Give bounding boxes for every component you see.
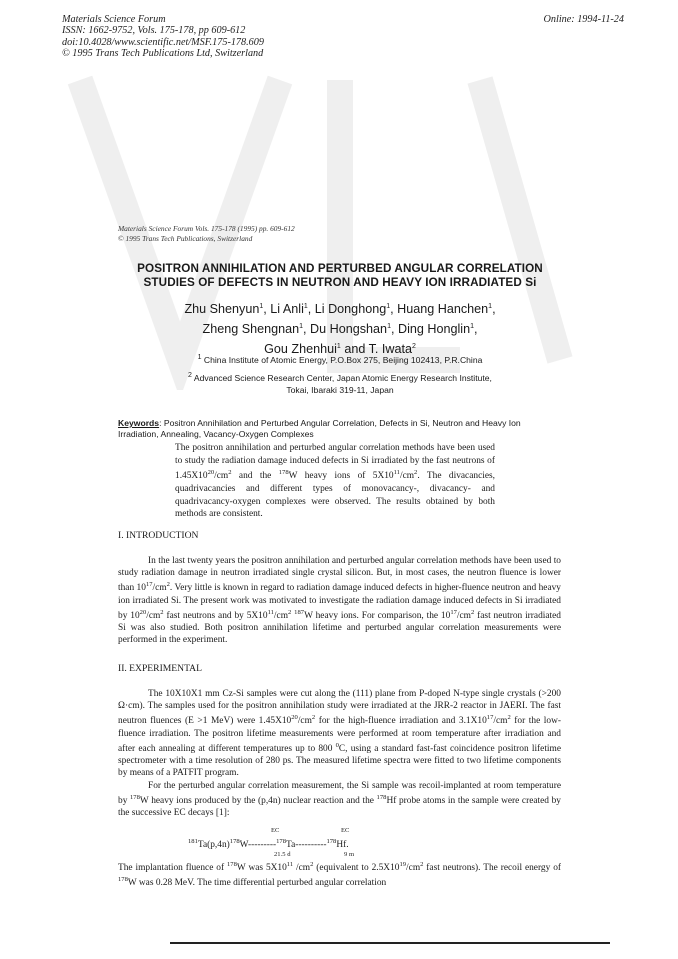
- implantation-paragraph: The implantation fluence of $^{178}$W was $5X10^{11}$ $/cm^2$ (equivalent to $2.5X10^{19}/cm^2$ fast neutrons). The recoil energy of $^{178}$W was 0.28 MeV. The time differential perturbed angular correlation: [118, 861, 562, 889]
- footer-rule: [170, 942, 610, 944]
- doi-link[interactable]: doi:10.4028/www.scientific.net/MSF.175-178.609: [62, 36, 264, 48]
- affiliation-2: $^2$ Advanced Science Research Center, Japan Atomic Energy Research Institute,: [188, 371, 492, 383]
- introduction-paragraph: In the last twenty years the positron annihilation and perturbed angular correlation methods have been used to study radiation damage in neutron irradiated single crystal silicon. But, in most cases, the neutron fluence is lower than $10^{17}/cm^2$. Very little is known in regard to radiation damage induced defects in higher-fluence neutron and heavy ion irradiated Si. The present work was motivated to investigate the radiation damage induced defects in Si irradiated by $10^{20}/cm^2$ fast neutrons and by $5X10^{11}/cm^2$ $^{187}$W heavy ions. For comparison, the $10^{17}/cm^2$ fast neutron irradiated Si was also studied. Both positron annihilation lifetime and perturbed angular correlation measurements were performed in the experiment.: [118, 556, 561, 646]
- experimental-paragraph: The 10X10X1 mm Cz-Si samples were cut along the (111) plane from P-doped N-type single crystals (>200 Ω·cm). The samples used for the positron annihilation study were irradiated at the JRR-2 reactor in JAERI. The fast neutron fluences (E >1 MeV) were $1.45X10^{20}/cm^2$ for the high-fluence irradiation and $3.1X10^{17}/cm^2$ for the low-fluence irradiation. The positron lifetime measurements were performed at room temperature after irradiation and after each annealing at different temperatures up to 800 $^0$C, using a standard fast-fast coincidence positron lifetime spectrometer with a time resolution of 280 ps. The measured lifetime spectra were fitted to two lifetime components by means of a PATFIT program. For the perturbed angular correlation measurement, the Si sample was recoil-implanted at room temperature by $^{178}$W heavy ions produced by the (p,4n) nuclear reaction and the $^{178}$Hf probe atoms in the sample were created by the successive EC decays [1]:: [118, 689, 561, 819]
- half-life-1: 21.5 d: [274, 851, 291, 858]
- keywords-text: : Positron Annihilation and Perturbed Angular Correlation, Defects in Si, Neutron and Heavy Ion Irradiation, Annealing, Vacancy-Oxygen Complexes: [118, 418, 521, 439]
- author-name: Zhu Shenyun: [184, 302, 260, 317]
- title-line-2: STUDIES OF DEFECTS IN NEUTRON AND HEAVY ION IRRADIATED Si: [143, 276, 537, 289]
- author-name: Li Anli: [270, 302, 304, 317]
- ec-label-1: EC: [271, 827, 280, 834]
- affiliations: [60, 352, 620, 396]
- keywords-label: Keywords: [118, 418, 160, 428]
- author-name: Huang Hanchen: [397, 302, 489, 317]
- author-list: Zhu Shenyun$^1$, Li Anli$^1$, Li Donghong$^1$, Huang Hanchen$^1$, Zheng Shengnan$^1$, Du Hongshan$^1$, Ding Honglin$^1$, Gou Zhenhui$^1$ and T. Iwata$^2$: [184, 302, 496, 357]
- issn-line: ISSN: 1662-9752, Vols. 175-178, pp 609-612: [62, 25, 246, 37]
- affiliation-2-line-2: Tokai, Ibaraki 319-11, Japan: [286, 384, 394, 395]
- ec-label-2: EC: [341, 827, 350, 834]
- author-name: Zheng Shengnan: [202, 322, 300, 337]
- publication-info: [118, 224, 295, 244]
- author-name: Gou Zhenhui: [264, 342, 337, 357]
- abstract: The positron annihilation and perturbed angular correlation methods have been used to study the radiation damage induced defects in Si irradiated by the fast neutrons of $1.45X10^{20}/cm^2$ and the $^{178}$W heavy ions of $5X10^{11}/cm^2$. The divacancies, quadrivacancies and different types of monovacancy-, divacancy- and quadrivacancy-oxygen complexes were observed. The results obtained by both methods are consistent.: [175, 443, 495, 520]
- online-date: Online: 1994-11-24: [543, 14, 624, 25]
- keywords: [118, 418, 558, 440]
- author-name: T. Iwata: [368, 342, 413, 357]
- half-life-2: 9 m: [344, 851, 355, 858]
- publication-line-1: Materials Science Forum Vols. 175-178 (1995) pp. 609-612: [118, 224, 295, 233]
- title-line-1: POSITRON ANNIHILATION AND PERTURBED ANGULAR CORRELATION: [137, 262, 543, 275]
- author-name: Du Hongshan: [310, 322, 388, 337]
- decay-reaction: $^{181}Ta(p,4n)^{178}W---------^{178}Ta----------^{178}Hf$.: [188, 838, 349, 851]
- journal-name: Materials Science Forum: [62, 14, 166, 25]
- journal-header: [62, 14, 264, 60]
- affiliation-1: $^1$ China Institute of Atomic Energy, P.O.Box 275, Beijing 102413, P.R.China: [197, 354, 483, 365]
- publication-line-2: © 1995 Trans Tech Publications, Switzerland: [118, 234, 253, 243]
- copyright-line: © 1995 Trans Tech Publications Ltd, Switzerland: [62, 48, 264, 60]
- author-name: Ding Honglin: [397, 322, 471, 337]
- paper-title: [60, 262, 620, 290]
- section-heading-experimental: II. EXPERIMENTAL: [118, 663, 202, 674]
- section-heading-introduction: I. INTRODUCTION: [118, 530, 199, 541]
- author-name: Li Donghong: [314, 302, 387, 317]
